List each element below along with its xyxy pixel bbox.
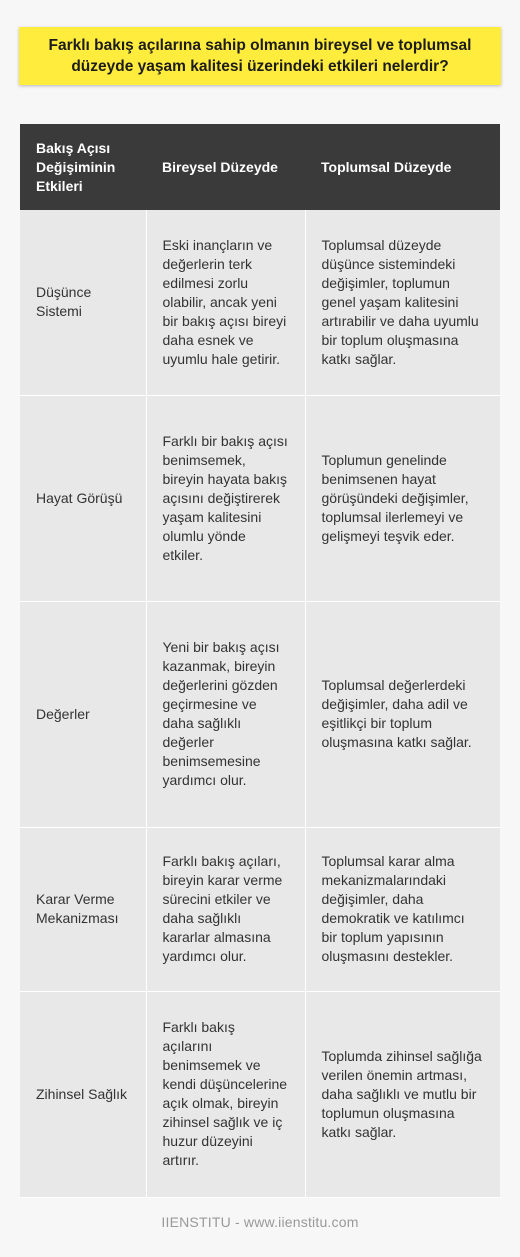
row-label: Zihinsel Sağlık (20, 991, 146, 1197)
societal-cell: Toplumda zihinsel sağlığa verilen önemin artması, daha sağlıklı ve mutlu bir toplumun oluşmasına katkı sağlar. (305, 991, 500, 1197)
societal-cell: Toplumsal karar alma mekanizmalarındaki değişimler, daha demokratik ve katılımcı bir toplum yapısının oluşmasını destekler. (305, 827, 500, 991)
page-title: Farklı bakış açılarına sahip olmanın bireysel ve toplumsal düzeyde yaşam kalitesi üzerindeki etkileri nelerdir? (48, 37, 472, 75)
comparison-table (20, 124, 500, 1198)
header-individual: Bireysel Düzeyde (146, 124, 305, 210)
table-row (20, 395, 500, 601)
individual-cell: Farklı bakış açıları, bireyin karar verme sürecini etkiler ve daha sağlıklı kararlar almasına yardımcı olur. (146, 827, 305, 991)
table-row (20, 991, 500, 1197)
societal-cell: Toplumun genelinde benimsenen hayat görüşündeki değişimler, toplumsal ilerlemeyi ve gelişmeyi teşvik eder. (305, 395, 500, 601)
individual-cell: Yeni bir bakış açısı kazanmak, bireyin değerlerini gözden geçirmesine ve daha sağlıklı değerler benimsemesine yardımcı olur. (146, 601, 305, 827)
table-header-row (20, 124, 500, 210)
individual-cell: Eski inançların ve değerlerin terk edilmesi zorlu olabilir, ancak yeni bir bakış açısı bireyi daha esnek ve uyumlu hale getirir. (146, 210, 305, 395)
table-row (20, 210, 500, 395)
table-row (20, 601, 500, 827)
individual-cell: Farklı bakış açılarını benimsemek ve kendi düşüncelerine açık olmak, bireyin zihinsel sağlık ve iç huzur düzeyini artırır. (146, 991, 305, 1197)
footer-credit: IIENSTITU - www.iienstitu.com (161, 1214, 359, 1230)
row-label: Karar Verme Mekanizması (20, 827, 146, 991)
header-societal: Toplumsal Düzeyde (305, 124, 500, 210)
row-label: Düşünce Sistemi (20, 210, 146, 395)
row-label: Hayat Görüşü (20, 395, 146, 601)
row-label: Değerler (20, 601, 146, 827)
title-banner (19, 27, 501, 85)
header-effects: Bakış Açısı Değişiminin Etkileri (20, 124, 146, 210)
table-row (20, 827, 500, 991)
societal-cell: Toplumsal düzeyde düşünce sistemindeki değişimler, toplumun genel yaşam kalitesini artırabilir ve daha uyumlu bir toplum oluşmasına katkı sağlar. (305, 210, 500, 395)
societal-cell: Toplumsal değerlerdeki değişimler, daha adil ve eşitlikçi bir toplum oluşmasına katkı sağlar. (305, 601, 500, 827)
individual-cell: Farklı bir bakış açısı benimsemek, bireyin hayata bakış açısını değiştirerek yaşam kalitesini olumlu yönde etkiler. (146, 395, 305, 601)
